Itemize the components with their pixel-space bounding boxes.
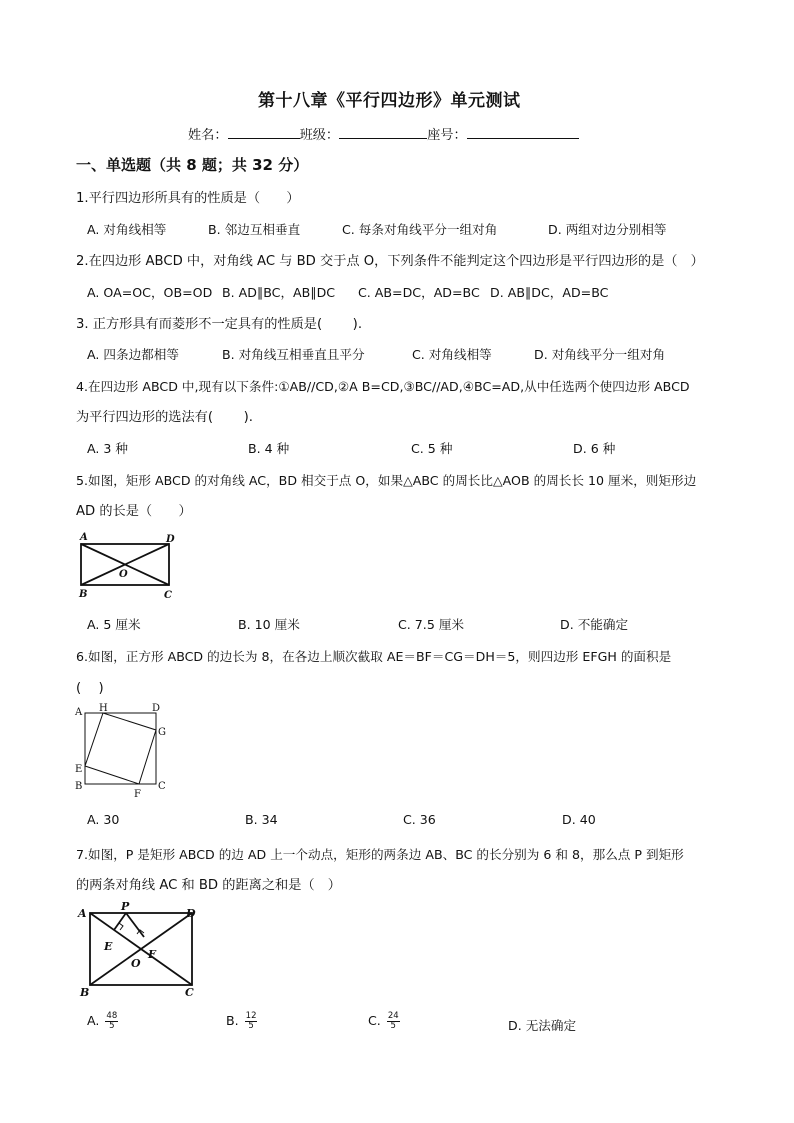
- q7-label-c: C: [185, 986, 194, 999]
- q6-square-figure: [72, 700, 172, 802]
- q5-label-c: C: [164, 590, 172, 601]
- q5-option-d[interactable]: D. 不能确定: [560, 617, 629, 632]
- q7-option-c-prefix: C.: [368, 1013, 385, 1028]
- q6-option-c[interactable]: C. 36: [403, 812, 436, 827]
- seat-blank[interactable]: [467, 124, 579, 139]
- q6-inner-quadrilateral: [85, 713, 156, 784]
- q4-option-c[interactable]: C. 5 种: [411, 441, 453, 456]
- q7-label-p: P: [121, 900, 130, 913]
- question-6-stem-line2: ( ): [76, 681, 104, 696]
- question-1-stem: 1.平行四边形所具有的性质是（ ）: [76, 191, 300, 206]
- question-5-stem-line2: AD 的长是（ ）: [76, 504, 192, 519]
- q7-option-a-prefix: A.: [87, 1013, 104, 1028]
- question-2-stem: 2.在四边形 ABCD 中，对角线 AC 与 BD 交于点 O，下列条件不能判定这个四边形是平行四边形的是（ ）: [76, 254, 704, 269]
- question-4-stem-line1: 4.在四边形 ABCD 中,现有以下条件:①AB//CD,②A B=CD,③BC//AD,④BC=AD,从中任选两个使四边形 ABCD: [76, 379, 690, 394]
- question-5-stem-line1: 5.如图，矩形 ABCD 的对角线 AC，BD 相交于点 O，如果△ABC 的周长比△AOB 的周长长 10 厘米，则矩形边: [76, 473, 697, 488]
- q7-option-c-fraction: $\frac{24}{5}$: [387, 1011, 399, 1031]
- q2-option-b[interactable]: B. AD∥BC，AB∥DC: [222, 285, 336, 300]
- q3-option-c[interactable]: C. 对角线相等: [412, 347, 492, 362]
- q7-option-d[interactable]: D. 无法确定: [508, 1018, 577, 1033]
- name-blank[interactable]: [228, 124, 300, 139]
- q3-option-a[interactable]: A. 四条边都相等: [87, 347, 179, 362]
- q5-label-d: D: [166, 534, 175, 545]
- question-3-stem: 3. 正方形具有而菱形不一定具有的性质是( ).: [76, 317, 363, 332]
- q7-right-angle-e: [119, 923, 123, 930]
- name-label: 姓名：: [188, 128, 228, 143]
- q7-option-a-fraction: $\frac{48}{5}$: [106, 1011, 118, 1031]
- q7-label-a: A: [78, 907, 87, 920]
- q6-label-f: F: [134, 789, 141, 800]
- q5-option-c[interactable]: C. 7.5 厘米: [398, 617, 465, 632]
- question-6-stem-line1: 6.如图，正方形 ABCD 的边长为 8，在各边上顺次截取 AE＝BF＝CG＝DH＝5，则四边形 EFGH 的面积是: [76, 649, 672, 664]
- q6-option-a[interactable]: A. 30: [87, 812, 120, 827]
- question-7-stem-line1: 7.如图，P 是矩形 ABCD 的边 AD 上一个动点，矩形的两条边 AB、BC 的长分别为 6 和 8，那么点 P 到矩形: [76, 847, 684, 862]
- q6-label-d: D: [152, 703, 161, 714]
- q2-option-d[interactable]: D. AB∥DC，AD=BC: [490, 285, 609, 300]
- q5-label-a: A: [80, 532, 88, 543]
- question-7-stem-line2: 的两条对角线 AC 和 BD 的距离之和是（ ）: [76, 878, 341, 893]
- q5-label-o: O: [119, 569, 128, 580]
- q5-rectangle-figure: [74, 530, 184, 602]
- q6-label-g: G: [158, 727, 166, 738]
- q6-label-e: E: [75, 764, 83, 775]
- q7-option-a[interactable]: [87, 1012, 118, 1031]
- q3-option-b[interactable]: B. 对角线互相垂直且平分: [222, 347, 365, 362]
- q7-label-d: D: [186, 907, 196, 920]
- q7-option-c[interactable]: [368, 1012, 400, 1031]
- q7-option-b[interactable]: [226, 1012, 257, 1031]
- q6-label-a: A: [75, 707, 83, 718]
- student-info-row: [188, 124, 579, 143]
- q4-option-d[interactable]: D. 6 种: [573, 441, 616, 456]
- q7-label-f: F: [148, 948, 156, 961]
- q6-label-h: H: [99, 703, 108, 714]
- page-title: 第十八章《平行四边形》单元测试: [258, 91, 521, 111]
- q5-label-b: B: [79, 589, 88, 600]
- q1-option-d[interactable]: D. 两组对边分别相等: [548, 222, 667, 237]
- q1-option-b[interactable]: B. 邻边互相垂直: [208, 222, 301, 237]
- q7-option-b-prefix: B.: [226, 1013, 243, 1028]
- q6-option-d[interactable]: D. 40: [562, 812, 596, 827]
- q7-rectangle-figure: [74, 900, 206, 1000]
- class-label: 班级：: [299, 128, 340, 143]
- q6-option-b[interactable]: B. 34: [245, 812, 278, 827]
- q6-label-b: B: [75, 781, 83, 792]
- q3-option-d[interactable]: D. 对角线平分一组对角: [534, 347, 666, 362]
- q5-option-b[interactable]: B. 10 厘米: [238, 617, 300, 632]
- q5-option-a[interactable]: A. 5 厘米: [87, 617, 141, 632]
- q1-option-c[interactable]: C. 每条对角线平分一组对角: [342, 222, 498, 237]
- q7-perpendicular-pf: [126, 913, 144, 937]
- q2-option-a[interactable]: A. OA=OC，OB=OD: [87, 285, 213, 300]
- section-heading: 一、单选题（共 8 题；共 32 分）: [76, 156, 309, 174]
- q6-square: [85, 713, 156, 784]
- q7-label-b: B: [80, 986, 90, 999]
- q6-label-c: C: [158, 781, 166, 792]
- question-4-stem-line2: 为平行四边形的选法有( ).: [76, 410, 253, 425]
- q7-perpendicular-pe: [114, 913, 126, 930]
- q4-option-a[interactable]: A. 3 种: [87, 441, 129, 456]
- q7-label-e: E: [104, 940, 113, 953]
- q2-option-c[interactable]: C. AB=DC，AD=BC: [358, 285, 480, 300]
- q4-option-b[interactable]: B. 4 种: [248, 441, 290, 456]
- class-blank[interactable]: [339, 124, 427, 139]
- q1-option-a[interactable]: A. 对角线相等: [87, 222, 167, 237]
- q7-option-b-fraction: $\frac{12}{5}$: [245, 1011, 257, 1031]
- seat-label: 座号：: [427, 128, 467, 143]
- q7-label-o: O: [131, 957, 141, 970]
